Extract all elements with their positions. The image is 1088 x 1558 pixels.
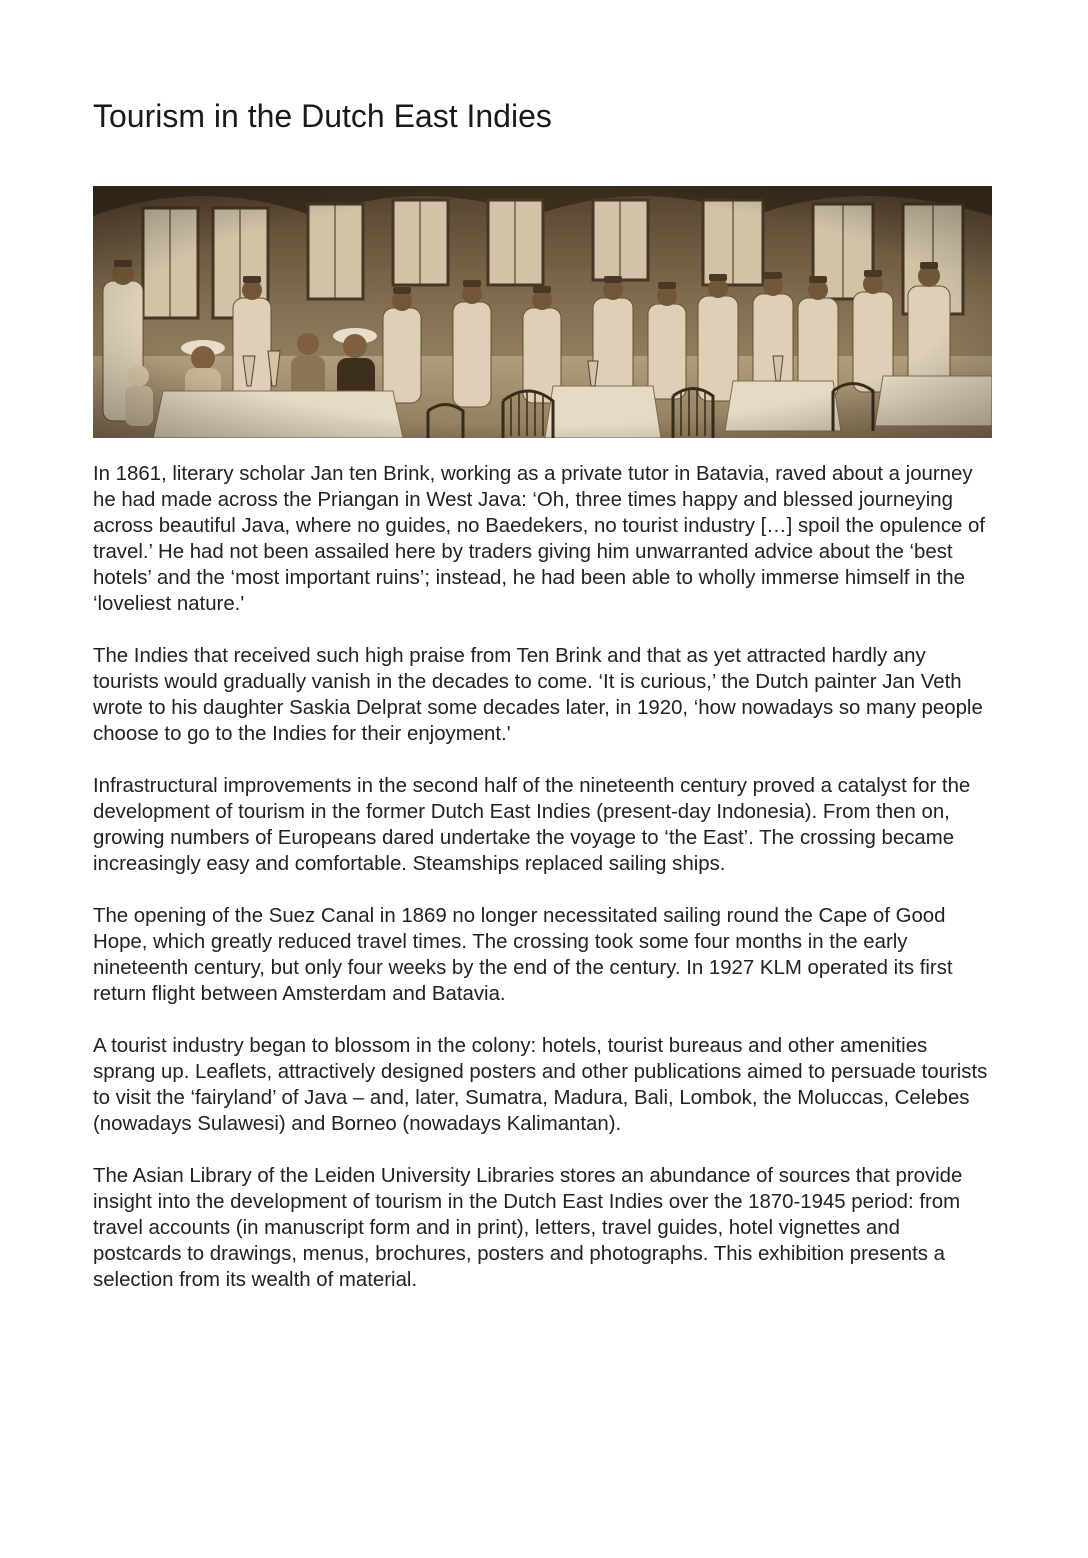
paragraph: The Indies that received such high praise from Ten Brink and that as yet attracted hardly any tourists would gradually vanish in the decades to come. ‘It is curious,’ the Dutch painter Jan Veth wrote to his daughter Saskia Delprat some decades later, in 1920, ‘how nowadays so many people choose to go to the Indies for their enjoyment.' bbox=[93, 645, 983, 745]
paragraph: The opening of the Suez Canal in 1869 no longer necessitated sailing round the Cape of Good Hope, which greatly reduced travel times. The crossing took some four months in the early nineteenth century, but only four weeks by the end of the century. In 1927 KLM operated its first return flight between Amsterdam and Batavia. bbox=[93, 905, 953, 1005]
page-title: Tourism in the Dutch East Indies bbox=[93, 98, 552, 134]
paragraph: In 1861, literary scholar Jan ten Brink, working as a private tutor in Batavia, raved about a journey he had made across the Priangan in West Java: ‘Oh, three times happy and blessed journeying across beautiful Java, where no guides, no Baedekers, no tourist industry […] spoil the opulence of travel.’ He had not been assailed here by traders giving him unwarranted advice about the ‘best hotels’ and the ‘most important ruins’; instead, he had been able to wholly immerse himself in the ‘loveliest nature.' bbox=[93, 463, 986, 615]
article-body bbox=[93, 461, 993, 1319]
paragraph: Infrastructural improvements in the second half of the nineteenth century proved a catalyst for the development of tourism in the former Dutch East Indies (present-day Indonesia). From then on, growing numbers of Europeans dared undertake the voyage to ‘the East’. The crossing became increasingly easy and comfortable. Steamships replaced sailing ships. bbox=[93, 775, 971, 875]
hotel-dining-room-photo bbox=[93, 186, 992, 438]
paragraph: The Asian Library of the Leiden University Libraries stores an abundance of sources that provide insight into the development of tourism in the Dutch East Indies over the 1870-1945 period: from travel accounts (in manuscript form and in print), letters, travel guides, hotel vignettes and postcards to drawings, menus, brochures, posters and photographs. This exhibition presents a selection from its wealth of material. bbox=[93, 1165, 963, 1291]
paragraph: A tourist industry began to blossom in the colony: hotels, tourist bureaus and other amenities sprang up. Leaflets, attractively designed posters and other publications aimed to persuade tourists to visit the ‘fairyland’ of Java – and, later, Sumatra, Madura, Bali, Lombok, the Moluccas, Celebes (nowadays Sulawesi) and Borneo (nowadays Kalimantan). bbox=[93, 1035, 988, 1135]
